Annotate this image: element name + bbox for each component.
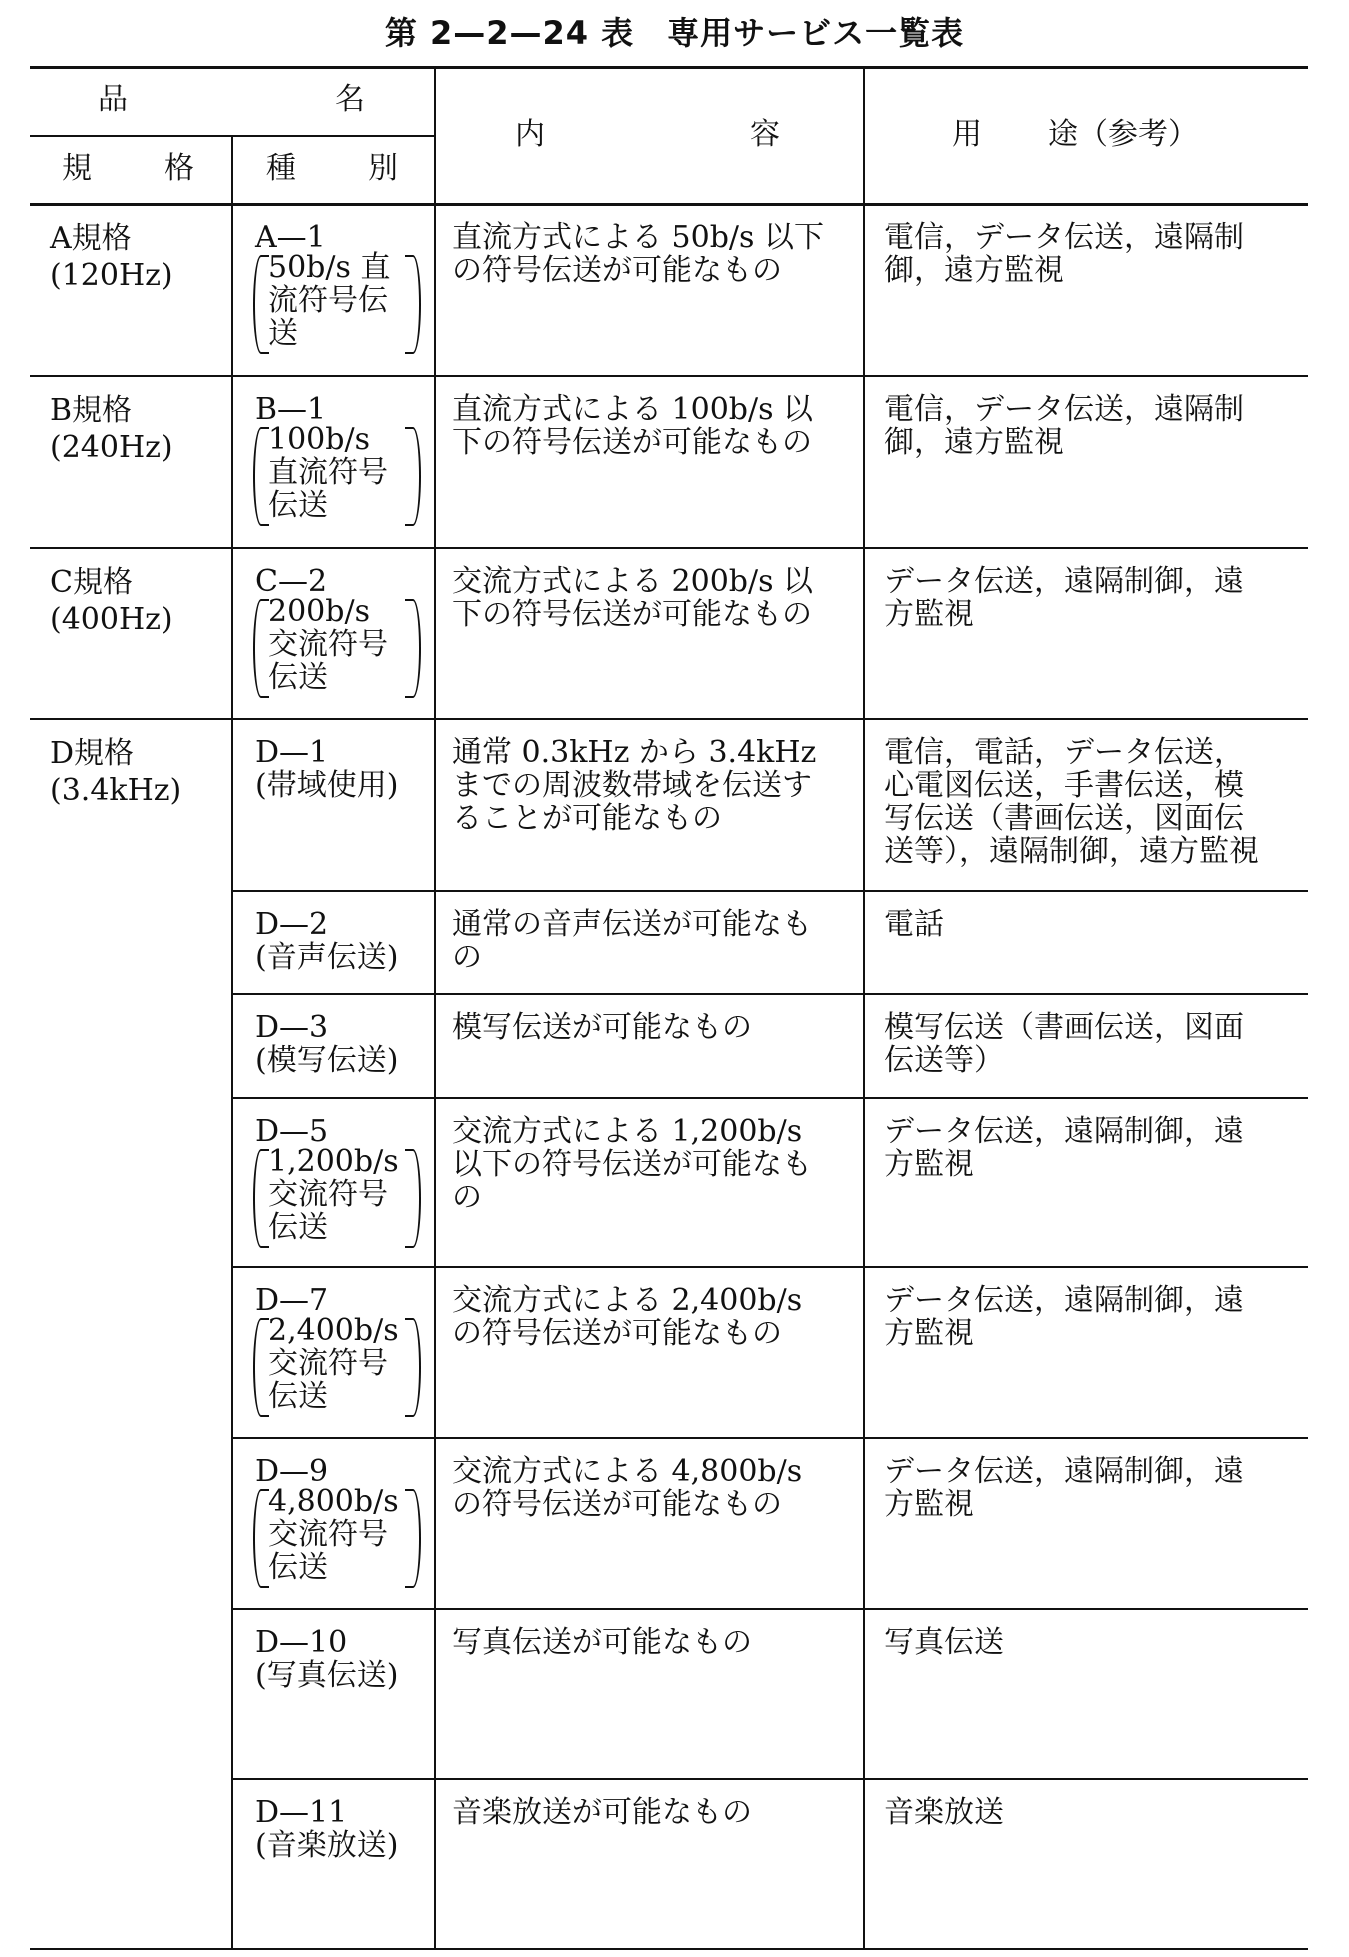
header-shubetsu-char-1: 別: [368, 151, 398, 186]
row-code-7: D—7: [255, 1283, 329, 1318]
header-naiyou-char-1: 容: [750, 117, 780, 152]
row-content-8-0: 交流方式による 4,800b/s: [452, 1454, 803, 1489]
header-kikaku-char-0: 規: [62, 151, 92, 186]
header-youto-char-1: 途（参考）: [1048, 117, 1198, 152]
row-content-3-0: 通常 0.3kHz から 3.4kHz: [452, 735, 817, 770]
row-sub-9-0: (写真伝送): [255, 1658, 399, 1693]
row-content-0-1: の符号伝送が可能なもの: [452, 253, 782, 288]
row-code-1: B—1: [255, 392, 327, 427]
row-content-6-0: 交流方式による 1,200b/s: [452, 1114, 803, 1149]
header-kikaku-char-1: 格: [164, 151, 194, 186]
row-content-4-1: の: [452, 940, 482, 975]
row-sub-6-1: 交流符号: [268, 1177, 388, 1212]
row-content-2-1: 下の符号伝送が可能なもの: [452, 597, 812, 632]
row-sub-6-2: 伝送: [268, 1210, 328, 1245]
header-hinmei-char-1: 名: [335, 82, 365, 117]
header-naiyou: [515, 118, 780, 152]
row-bracket-right-8: [405, 1489, 421, 1588]
row-use-3-0: 電信，電話，データ伝送，: [884, 735, 1244, 770]
body-divider-kikaku: [231, 203, 233, 1948]
row-content-6-1: 以下の符号伝送が可能なも: [452, 1147, 812, 1182]
row-use-9-0: 写真伝送: [884, 1625, 1004, 1660]
row-code-5: D—3: [255, 1010, 329, 1045]
group-rule-1: [30, 547, 1308, 549]
header-divider-youto: [863, 66, 865, 203]
row-code-3: D—1: [255, 735, 329, 770]
row-use-4-0: 電話: [884, 907, 944, 942]
header-naiyou-char-0: 内: [515, 117, 545, 152]
row-content-7-0: 交流方式による 2,400b/s: [452, 1283, 803, 1318]
body-divider-naiyou: [434, 203, 436, 1948]
group-name-3: D規格: [50, 736, 135, 771]
row-bracket-right-7: [405, 1318, 421, 1417]
row-code-9: D—10: [255, 1625, 348, 1660]
row-use-3-2: 写伝送（書画伝送，図面伝: [884, 801, 1244, 836]
row-bracket-left-0: [253, 255, 269, 354]
row-sub-0-1: 流符号伝: [268, 283, 388, 318]
header-kikaku: [62, 152, 194, 186]
row-sub-2-2: 伝送: [268, 660, 328, 695]
group-freq-2: (400Hz): [50, 602, 173, 637]
row-bracket-right-2: [405, 599, 421, 698]
row-sub-1-0: 100b/s: [268, 422, 370, 457]
row-use-8-0: データ伝送，遠隔制御，遠: [884, 1454, 1244, 1489]
row-use-5-0: 模写伝送（書画伝送，図面: [884, 1010, 1244, 1045]
table-top-rule: [30, 66, 1308, 69]
header-divider-kikaku: [231, 135, 233, 203]
header-youto-char-0: 用: [952, 117, 982, 152]
row-bracket-left-8: [253, 1489, 269, 1588]
row-use-5-1: 伝送等）: [884, 1043, 1004, 1078]
group-name-1: B規格: [50, 393, 133, 428]
row-use-7-1: 方監視: [884, 1316, 974, 1351]
header-hinmei-char-0: 品: [98, 82, 128, 117]
row-use-2-0: データ伝送，遠隔制御，遠: [884, 564, 1244, 599]
row-code-6: D—5: [255, 1114, 329, 1149]
row-use-10-0: 音楽放送: [884, 1795, 1004, 1830]
row-sub-7-1: 交流符号: [268, 1346, 388, 1381]
row-content-5-0: 模写伝送が可能なもの: [452, 1010, 752, 1045]
row-use-2-1: 方監視: [884, 597, 974, 632]
row-code-2: C—2: [255, 564, 328, 599]
row-sub-5-0: (模写伝送): [255, 1043, 399, 1078]
row-bracket-left-2: [253, 599, 269, 698]
row-use-1-0: 電信，データ伝送，遠隔制: [884, 392, 1244, 427]
row-sub-1-2: 伝送: [268, 488, 328, 523]
row-sub-7-2: 伝送: [268, 1379, 328, 1414]
row-use-3-3: 送等），遠隔制御，遠方監視: [884, 834, 1259, 869]
row-rule-5: [231, 993, 1308, 995]
row-sub-7-0: 2,400b/s: [268, 1313, 399, 1348]
row-use-6-0: データ伝送，遠隔制御，遠: [884, 1114, 1244, 1149]
table-bottom-rule: [30, 1948, 1308, 1950]
row-bracket-right-6: [405, 1149, 421, 1248]
group-freq-0: (120Hz): [50, 258, 173, 293]
row-sub-10-0: (音楽放送): [255, 1828, 399, 1863]
row-bracket-left-6: [253, 1149, 269, 1248]
row-sub-3-0: (帯域使用): [255, 768, 399, 803]
row-content-9-0: 写真伝送が可能なもの: [452, 1625, 752, 1660]
group-name-2: C規格: [50, 565, 133, 600]
header-hinmei: [98, 83, 365, 117]
row-use-1-1: 御，遠方監視: [884, 425, 1064, 460]
header-shubetsu-char-0: 種: [266, 151, 296, 186]
row-sub-4-0: (音声伝送): [255, 940, 399, 975]
row-sub-8-1: 交流符号: [268, 1517, 388, 1552]
row-bracket-left-7: [253, 1318, 269, 1417]
row-sub-2-0: 200b/s: [268, 594, 370, 629]
row-use-3-1: 心電図伝送，手書伝送，模: [884, 768, 1244, 803]
row-bracket-left-1: [253, 427, 269, 526]
row-rule-7: [231, 1266, 1308, 1268]
row-rule-4: [231, 890, 1308, 892]
row-bracket-right-0: [405, 255, 421, 354]
row-content-1-1: 下の符号伝送が可能なもの: [452, 425, 812, 460]
body-divider-youto: [863, 203, 865, 1948]
header-bottom-rule: [30, 203, 1308, 206]
row-sub-0-2: 送: [268, 316, 298, 351]
row-content-6-2: の: [452, 1180, 482, 1215]
row-code-10: D—11: [255, 1795, 348, 1830]
row-use-8-1: 方監視: [884, 1487, 974, 1522]
row-content-10-0: 音楽放送が可能なもの: [452, 1795, 752, 1830]
row-sub-1-1: 直流符号: [268, 455, 388, 490]
group-rule-2: [30, 718, 1308, 720]
row-use-0-1: 御，遠方監視: [884, 253, 1064, 288]
row-use-6-1: 方監視: [884, 1147, 974, 1182]
row-content-1-0: 直流方式による 100b/s 以: [452, 392, 814, 427]
row-use-0-0: 電信，データ伝送，遠隔制: [884, 220, 1244, 255]
row-sub-0-0: 50b/s 直: [268, 250, 391, 285]
row-content-4-0: 通常の音声伝送が可能なも: [452, 907, 812, 942]
row-sub-8-0: 4,800b/s: [268, 1484, 399, 1519]
row-content-2-0: 交流方式による 200b/s 以: [452, 564, 814, 599]
row-rule-10: [231, 1778, 1308, 1780]
row-content-3-2: ることが可能なもの: [452, 801, 722, 836]
row-code-4: D—2: [255, 907, 329, 942]
row-rule-8: [231, 1437, 1308, 1439]
row-sub-2-1: 交流符号: [268, 627, 388, 662]
group-freq-3: (3.4kHz): [50, 773, 182, 808]
row-use-7-0: データ伝送，遠隔制御，遠: [884, 1283, 1244, 1318]
row-sub-6-0: 1,200b/s: [268, 1144, 399, 1179]
header-shubetsu: [266, 152, 398, 186]
header-divider-naiyou: [434, 66, 436, 203]
group-name-0: A規格: [50, 221, 132, 256]
row-rule-6: [231, 1097, 1308, 1099]
row-content-8-1: の符号伝送が可能なもの: [452, 1487, 782, 1522]
row-content-3-1: までの周波数帯域を伝送す: [452, 768, 812, 803]
row-code-0: A—1: [255, 220, 326, 255]
row-sub-8-2: 伝送: [268, 1550, 328, 1585]
row-content-0-0: 直流方式による 50b/s 以下: [452, 220, 824, 255]
row-rule-9: [231, 1608, 1308, 1610]
row-code-8: D—9: [255, 1454, 329, 1489]
row-content-7-1: の符号伝送が可能なもの: [452, 1316, 782, 1351]
row-bracket-right-1: [405, 427, 421, 526]
header-youto: [952, 118, 1198, 152]
group-freq-1: (240Hz): [50, 430, 173, 465]
table-title: 第 2—2—24 表 専用サービス一覧表: [384, 14, 965, 52]
group-rule-0: [30, 375, 1308, 377]
